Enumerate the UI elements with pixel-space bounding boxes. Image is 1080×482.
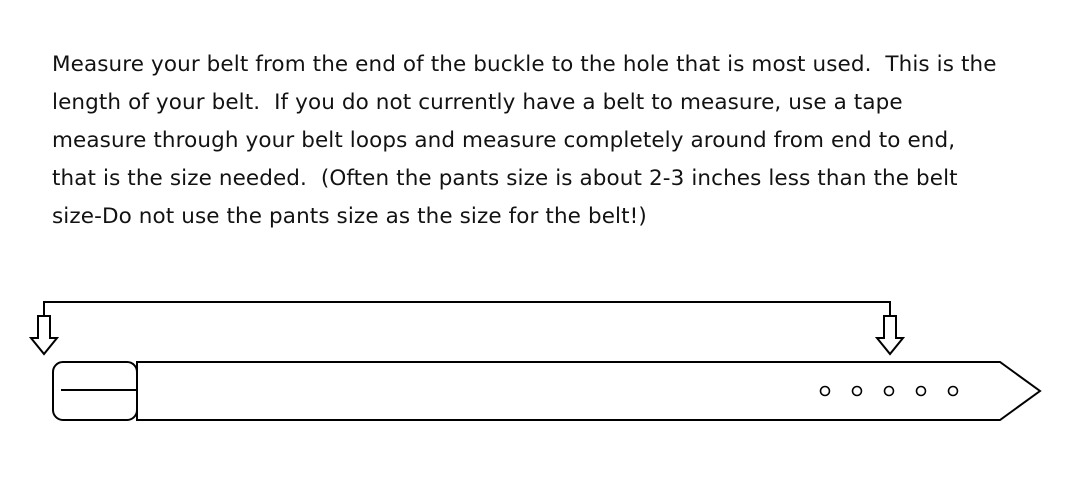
down-arrow-right [877,316,903,354]
belt-hole [853,387,862,396]
belt-hole [885,387,894,396]
measurement-bracket [44,302,890,330]
belt-strap [137,362,1040,420]
instructions-paragraph: Measure your belt from the end of the buckle to the hole that is most used. This is the length of your belt. If you do not currently have a belt to measure, use a tape measure through your belt loops and measure completely around from end to end, that is the size needed. (Often the pants size is about 2-3 inches less than the belt size-Do not use the pants size as the size for the belt!) [52,51,1004,229]
belt-measurement-diagram [0,270,1080,460]
down-arrow-left [31,316,57,354]
belt-hole [821,387,830,396]
belt-hole [917,387,926,396]
belt-buckle [53,362,137,420]
belt-hole [949,387,958,396]
